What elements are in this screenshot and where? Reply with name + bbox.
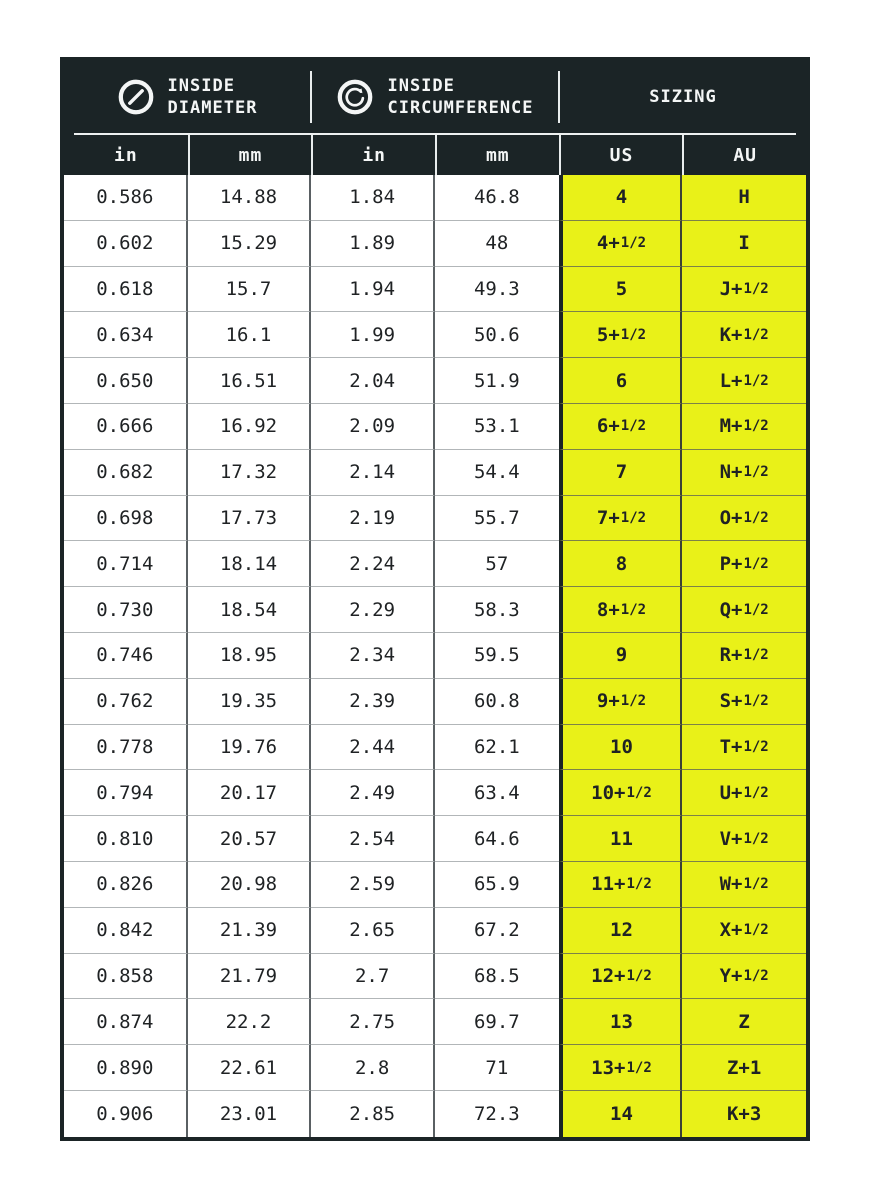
cell-circumference-mm: 59.5 [435,633,559,679]
half-fraction: 1/2 [620,326,647,343]
cell-diameter-mm: 22.61 [188,1045,312,1091]
cell-diameter-in: 0.890 [64,1045,188,1091]
cell-circumference-in: 2.59 [311,862,435,908]
table-row [64,175,806,221]
half-fraction: 1/2 [743,280,769,297]
cell-us-size: 11 [559,816,683,862]
cell-diameter-in: 0.858 [64,954,188,1000]
col-header-au-size: AU [682,135,806,175]
cell-circumference-in: 2.65 [311,908,435,954]
cell-au-size: P+ 1/2 [682,541,806,587]
half-fraction: 1/2 [743,464,769,481]
table-row [64,999,806,1045]
cell-circumference-in: 2.24 [311,541,435,587]
header-inside-diameter-label: INSIDE DIAMETER [167,75,258,118]
cell-circumference-mm: 62.1 [435,725,559,771]
half-fraction: 1/2 [743,830,769,847]
cell-au-size: U+ 1/2 [682,770,806,816]
header-sizing-label: SIZING [649,86,717,107]
cell-circumference-mm: 51.9 [435,358,559,404]
cell-us-size: 9 [559,633,683,679]
cell-au-size: N+ 1/2 [682,450,806,496]
cell-diameter-in: 0.618 [64,267,188,313]
cell-circumference-in: 2.29 [311,587,435,633]
cell-diameter-mm: 17.32 [188,450,312,496]
cell-us-size: 8+ 1/2 [559,587,683,633]
half-fraction: 1/2 [743,784,769,801]
cell-au-size: V+ 1/2 [682,816,806,862]
cell-us-size: 9+ 1/2 [559,679,683,725]
cell-diameter-mm: 18.95 [188,633,312,679]
cell-au-size: O+ 1/2 [682,496,806,542]
cell-au-size: I [682,221,806,267]
cell-circumference-in: 1.99 [311,312,435,358]
cell-diameter-in: 0.794 [64,770,188,816]
cell-circumference-in: 2.8 [311,1045,435,1091]
cell-circumference-mm: 72.3 [435,1091,559,1137]
cell-diameter-mm: 20.98 [188,862,312,908]
cell-us-size: 6+ 1/2 [559,404,683,450]
cell-circumference-in: 2.39 [311,679,435,725]
header-inside-circumference-label: INSIDE CIRCUMFERENCE [387,75,534,118]
table-row [64,633,806,679]
cell-diameter-in: 0.746 [64,633,188,679]
cell-au-size: Z [682,999,806,1045]
cell-diameter-mm: 21.39 [188,908,312,954]
cell-au-size: M+ 1/2 [682,404,806,450]
half-fraction: 1/2 [743,922,769,939]
cell-circumference-in: 2.85 [311,1091,435,1137]
cell-au-size: H [682,175,806,221]
table-row [64,496,806,542]
cell-diameter-in: 0.634 [64,312,188,358]
cell-us-size: 4+ 1/2 [559,221,683,267]
cell-circumference-mm: 63.4 [435,770,559,816]
table-row [64,221,806,267]
cell-circumference-mm: 64.6 [435,816,559,862]
cell-circumference-mm: 55.7 [435,496,559,542]
cell-circumference-in: 2.7 [311,954,435,1000]
cell-au-size: Q+ 1/2 [682,587,806,633]
table-row [64,267,806,313]
col-header-diameter-mm: mm [188,135,312,175]
cell-au-size: R+ 1/2 [682,633,806,679]
header-inside-diameter [64,61,310,133]
cell-diameter-mm: 19.76 [188,725,312,771]
cell-us-size: 13+ 1/2 [559,1045,683,1091]
cell-diameter-mm: 18.14 [188,541,312,587]
cell-circumference-mm: 65.9 [435,862,559,908]
cell-circumference-in: 2.14 [311,450,435,496]
header-inside-circumference [312,61,558,133]
half-fraction: 1/2 [743,326,769,343]
cell-au-size: S+ 1/2 [682,679,806,725]
cell-circumference-mm: 58.3 [435,587,559,633]
cell-circumference-mm: 69.7 [435,999,559,1045]
cell-diameter-in: 0.714 [64,541,188,587]
cell-diameter-mm: 17.73 [188,496,312,542]
cell-us-size: 8 [559,541,683,587]
table-body [64,175,806,1137]
table-row [64,908,806,954]
cell-diameter-mm: 20.17 [188,770,312,816]
diameter-icon [117,78,155,116]
half-fraction: 1/2 [626,784,652,801]
table-row [64,358,806,404]
half-fraction: 1/2 [620,601,647,618]
half-fraction: 1/2 [743,876,769,893]
cell-diameter-in: 0.826 [64,862,188,908]
cell-us-size: 11+ 1/2 [559,862,683,908]
ring-size-chart [60,57,810,1141]
table-row [64,679,806,725]
half-fraction: 1/2 [620,235,647,252]
cell-diameter-mm: 16.51 [188,358,312,404]
cell-circumference-mm: 54.4 [435,450,559,496]
half-fraction: 1/2 [743,418,769,435]
cell-diameter-in: 0.906 [64,1091,188,1137]
cell-circumference-mm: 53.1 [435,404,559,450]
cell-au-size: T+ 1/2 [682,725,806,771]
half-fraction: 1/2 [743,647,769,664]
cell-diameter-mm: 21.79 [188,954,312,1000]
cell-circumference-in: 2.09 [311,404,435,450]
cell-diameter-mm: 18.54 [188,587,312,633]
table-row [64,1045,806,1091]
col-header-diameter-in: in [113,144,138,166]
col-header-circumference-in: in [311,135,435,175]
header-group-row [64,61,806,133]
cell-circumference-in: 1.84 [311,175,435,221]
cell-au-size: K+ 1/2 [682,312,806,358]
col-header-circumference-mm: mm [435,135,559,175]
header-sizing [560,61,806,133]
cell-circumference-mm: 46.8 [435,175,559,221]
table-header [64,61,806,175]
cell-au-size: J+ 1/2 [682,267,806,313]
cell-diameter-in: 0.650 [64,358,188,404]
cell-au-size: W+ 1/2 [682,862,806,908]
cell-circumference-in: 2.49 [311,770,435,816]
cell-circumference-mm: 68.5 [435,954,559,1000]
cell-circumference-in: 2.19 [311,496,435,542]
table-row [64,725,806,771]
cell-circumference-in: 2.44 [311,725,435,771]
half-fraction: 1/2 [620,509,647,526]
unit-header-row [64,135,806,175]
cell-diameter-in: 0.778 [64,725,188,771]
cell-circumference-in: 2.04 [311,358,435,404]
cell-diameter-in: 0.682 [64,450,188,496]
cell-circumference-in: 2.34 [311,633,435,679]
cell-diameter-in: 0.762 [64,679,188,725]
cell-diameter-mm: 19.35 [188,679,312,725]
cell-us-size: 6 [559,358,683,404]
half-fraction: 1/2 [743,372,769,389]
half-fraction: 1/2 [626,967,652,984]
table-row [64,954,806,1000]
cell-diameter-in: 0.602 [64,221,188,267]
half-fraction: 1/2 [743,967,769,984]
cell-us-size: 13 [559,999,683,1045]
cell-diameter-in: 0.874 [64,999,188,1045]
cell-us-size: 4 [559,175,683,221]
col-header-us-size: US [559,135,683,175]
cell-circumference-in: 2.75 [311,999,435,1045]
cell-circumference-mm: 50.6 [435,312,559,358]
cell-circumference-mm: 60.8 [435,679,559,725]
cell-circumference-mm: 67.2 [435,908,559,954]
cell-au-size: L+ 1/2 [682,358,806,404]
cell-circumference-in: 2.54 [311,816,435,862]
half-fraction: 1/2 [743,509,769,526]
cell-diameter-mm: 16.1 [188,312,312,358]
cell-us-size: 10+ 1/2 [559,770,683,816]
cell-diameter-in: 0.842 [64,908,188,954]
table-row [64,587,806,633]
table-row [64,404,806,450]
half-fraction: 1/2 [743,693,769,710]
cell-us-size: 10 [559,725,683,771]
cell-circumference-mm: 49.3 [435,267,559,313]
cell-diameter-in: 0.810 [64,816,188,862]
cell-diameter-mm: 20.57 [188,816,312,862]
table-row [64,1091,806,1137]
half-fraction: 1/2 [626,1059,652,1076]
half-fraction: 1/2 [743,738,769,755]
table-row [64,862,806,908]
table-row [64,770,806,816]
cell-au-size: Y+ 1/2 [682,954,806,1000]
half-fraction: 1/2 [743,601,769,618]
table-row [64,816,806,862]
cell-diameter-mm: 15.29 [188,221,312,267]
cell-diameter-in: 0.730 [64,587,188,633]
cell-au-size: X+ 1/2 [682,908,806,954]
cell-diameter-in: 0.666 [64,404,188,450]
cell-au-size: Z+1 [682,1045,806,1091]
cell-us-size: 5+ 1/2 [559,312,683,358]
cell-diameter-mm: 22.2 [188,999,312,1045]
table-row [64,450,806,496]
cell-us-size: 14 [559,1091,683,1137]
table-row [64,541,806,587]
half-fraction: 1/2 [743,555,769,572]
half-fraction: 1/2 [620,693,647,710]
half-fraction: 1/2 [626,876,652,893]
cell-diameter-in: 0.586 [64,175,188,221]
half-fraction: 1/2 [620,418,647,435]
cell-diameter-mm: 23.01 [188,1091,312,1137]
cell-diameter-mm: 14.88 [188,175,312,221]
cell-us-size: 12+ 1/2 [559,954,683,1000]
cell-diameter-in: 0.698 [64,496,188,542]
cell-au-size: K+3 [682,1091,806,1137]
cell-circumference-in: 1.94 [311,267,435,313]
cell-us-size: 5 [559,267,683,313]
table-row [64,312,806,358]
cell-us-size: 7+ 1/2 [559,496,683,542]
cell-circumference-mm: 48 [435,221,559,267]
cell-circumference-mm: 57 [435,541,559,587]
cell-circumference-mm: 71 [435,1045,559,1091]
cell-circumference-in: 1.89 [311,221,435,267]
cell-diameter-mm: 15.7 [188,267,312,313]
cell-us-size: 12 [559,908,683,954]
cell-us-size: 7 [559,450,683,496]
cell-diameter-mm: 16.92 [188,404,312,450]
circumference-icon [336,78,374,116]
